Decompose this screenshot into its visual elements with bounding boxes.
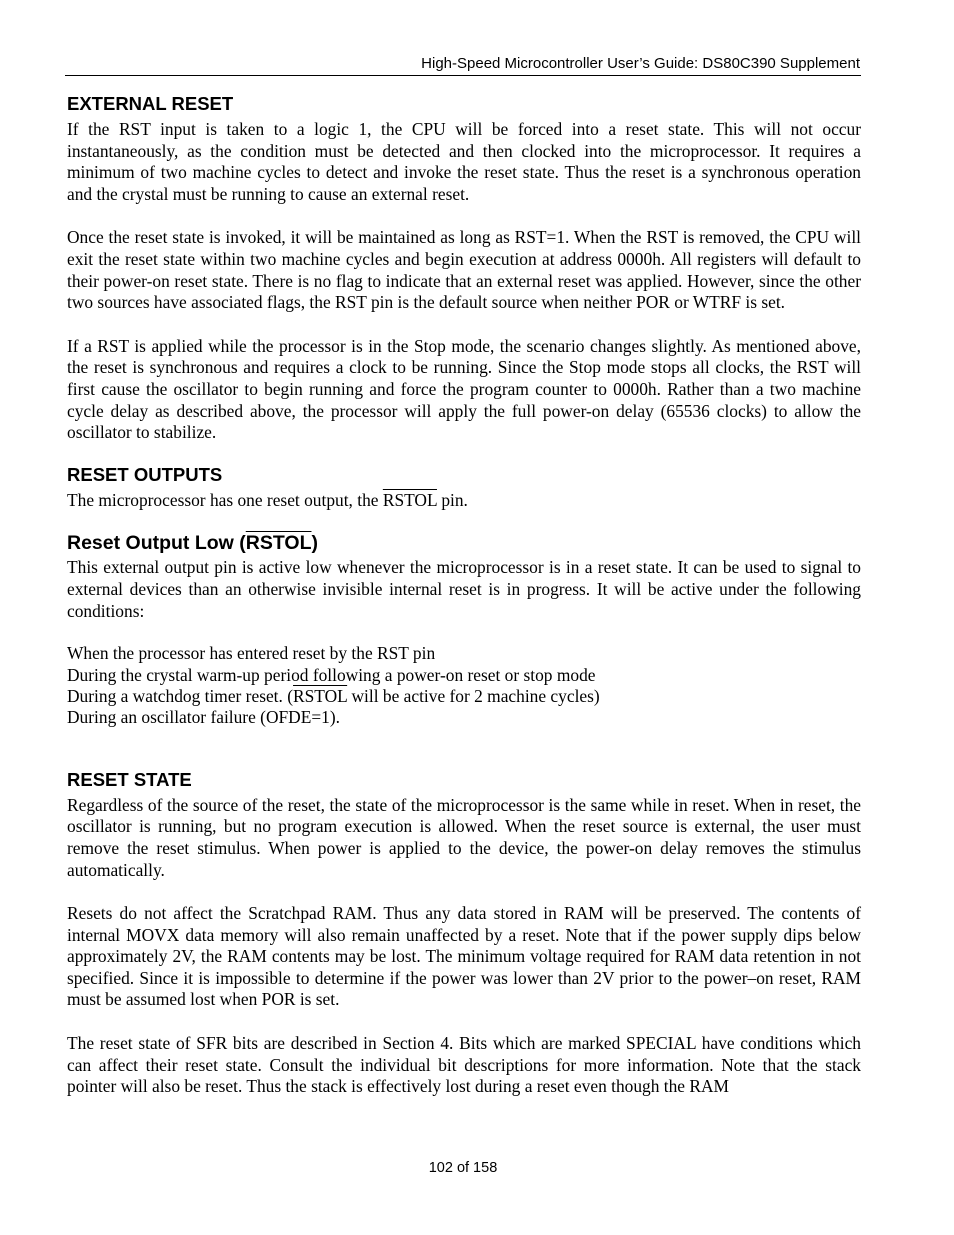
paragraph-reset-outputs: The microprocessor has one reset output, the RSTOL pin. bbox=[67, 489, 468, 510]
rstol-heading-pin: RSTOL bbox=[245, 532, 312, 555]
heading-external-reset: EXTERNAL RESET bbox=[67, 93, 234, 114]
heading-reset-outputs: RESET OUTPUTS bbox=[67, 463, 223, 485]
paragraph-reset-state-3: The reset state of SFR bits are described in Section 4. Bits which are marked SPECIAL have conditions which can affect their reset state. Consult the individual bit descriptions for more information. Note that the stack pointer will also be reset. Thus the stack is effectively lost during a reset even though the RAM bbox=[67, 1033, 861, 1097]
running-header: High-Speed Microcontroller User’s Guide: DS80C390 Supplement bbox=[421, 55, 860, 72]
paragraph-external-reset-2: Once the reset state is invoked, it will be maintained as long as RST=1. When the RST is removed, the CPU will exit the reset state within two machine cycles and begin execution at address 0000h. All registers will default to their power-on reset state. There is no flag to indicate that an external reset was applied. However, since the other two sources have associated flags, the RST pin is the default source when neither POR or WTRF is set. bbox=[67, 227, 861, 313]
page-number: 102 of 158 bbox=[428, 1160, 498, 1176]
condition-item: When the processor has entered reset by the RST pin bbox=[67, 643, 436, 664]
header-rule bbox=[65, 75, 861, 76]
page-body bbox=[67, 93, 861, 1098]
heading-reset-output-low: Reset Output Low (RSTOL) bbox=[67, 532, 318, 555]
condition-item: During an oscillator failure (OFDE=1). bbox=[67, 707, 341, 728]
paragraph-external-reset-1: If the RST input is taken to a logic 1, the CPU will be forced into a reset state. This will not occur instantaneously, as the condition must be detected and then clocked into the microprocessor. It requires a minimum of two machine cycles to detect and invoke the reset state. Thus the reset is a synchronous operation and the crystal must be running to cause an external reset. bbox=[67, 119, 861, 204]
rstol-pin-label: RSTOL bbox=[382, 489, 437, 510]
conditions-list bbox=[67, 643, 861, 729]
paragraph-external-reset-3: If a RST is applied while the processor is in the Stop mode, the scenario changes slightly. As mentioned above, the reset is synchronous and requires a clock to be running. Since the Stop mode stops all clocks, the RST will first cause the oscillator to begin running and force the program counter to 0000h. Rather than a two machine cycle delay as described above, the processor will apply the full power-on delay (65536 clocks) to allow the oscillator to stabilize. bbox=[67, 335, 861, 443]
condition-item: During the crystal warm-up period following a power-on reset or stop mode bbox=[67, 664, 596, 685]
paragraph-reset-state-2: Resets do not affect the Scratchpad RAM. Thus any data stored in RAM will be preserved. The contents of internal MOVX data memory will also remain unaffected by a reset. Note that if the power supply dips below approximately 2V, the RAM contents may be lost. The minimum voltage required for RAM data retention in not specified. Since it is impossible to determine if the power was lower than 2V prior to the power–on reset, RAM must be assumed lost when POR is set. bbox=[67, 903, 861, 1010]
paragraph-reset-state-1: Regardless of the source of the reset, the state of the microprocessor is the same while in reset. When in reset, the oscillator is running, but no program execution is allowed. When the reset source is external, the user must remove the reset stimulus. When power is applied to the device, the power-on delay removes the stimulus automatically. bbox=[67, 794, 861, 880]
rstol-condition-pin: RSTOL bbox=[293, 685, 348, 706]
condition-item: During a watchdog timer reset. (RSTOL will be active for 2 machine cycles) bbox=[67, 685, 600, 706]
paragraph-reset-output-low: This external output pin is active low whenever the microprocessor is in a reset state. It can be used to signal to external devices than an otherwise invisible internal reset is in progress. It will be active under the following conditions: bbox=[67, 557, 861, 621]
heading-reset-state: RESET STATE bbox=[67, 768, 192, 790]
